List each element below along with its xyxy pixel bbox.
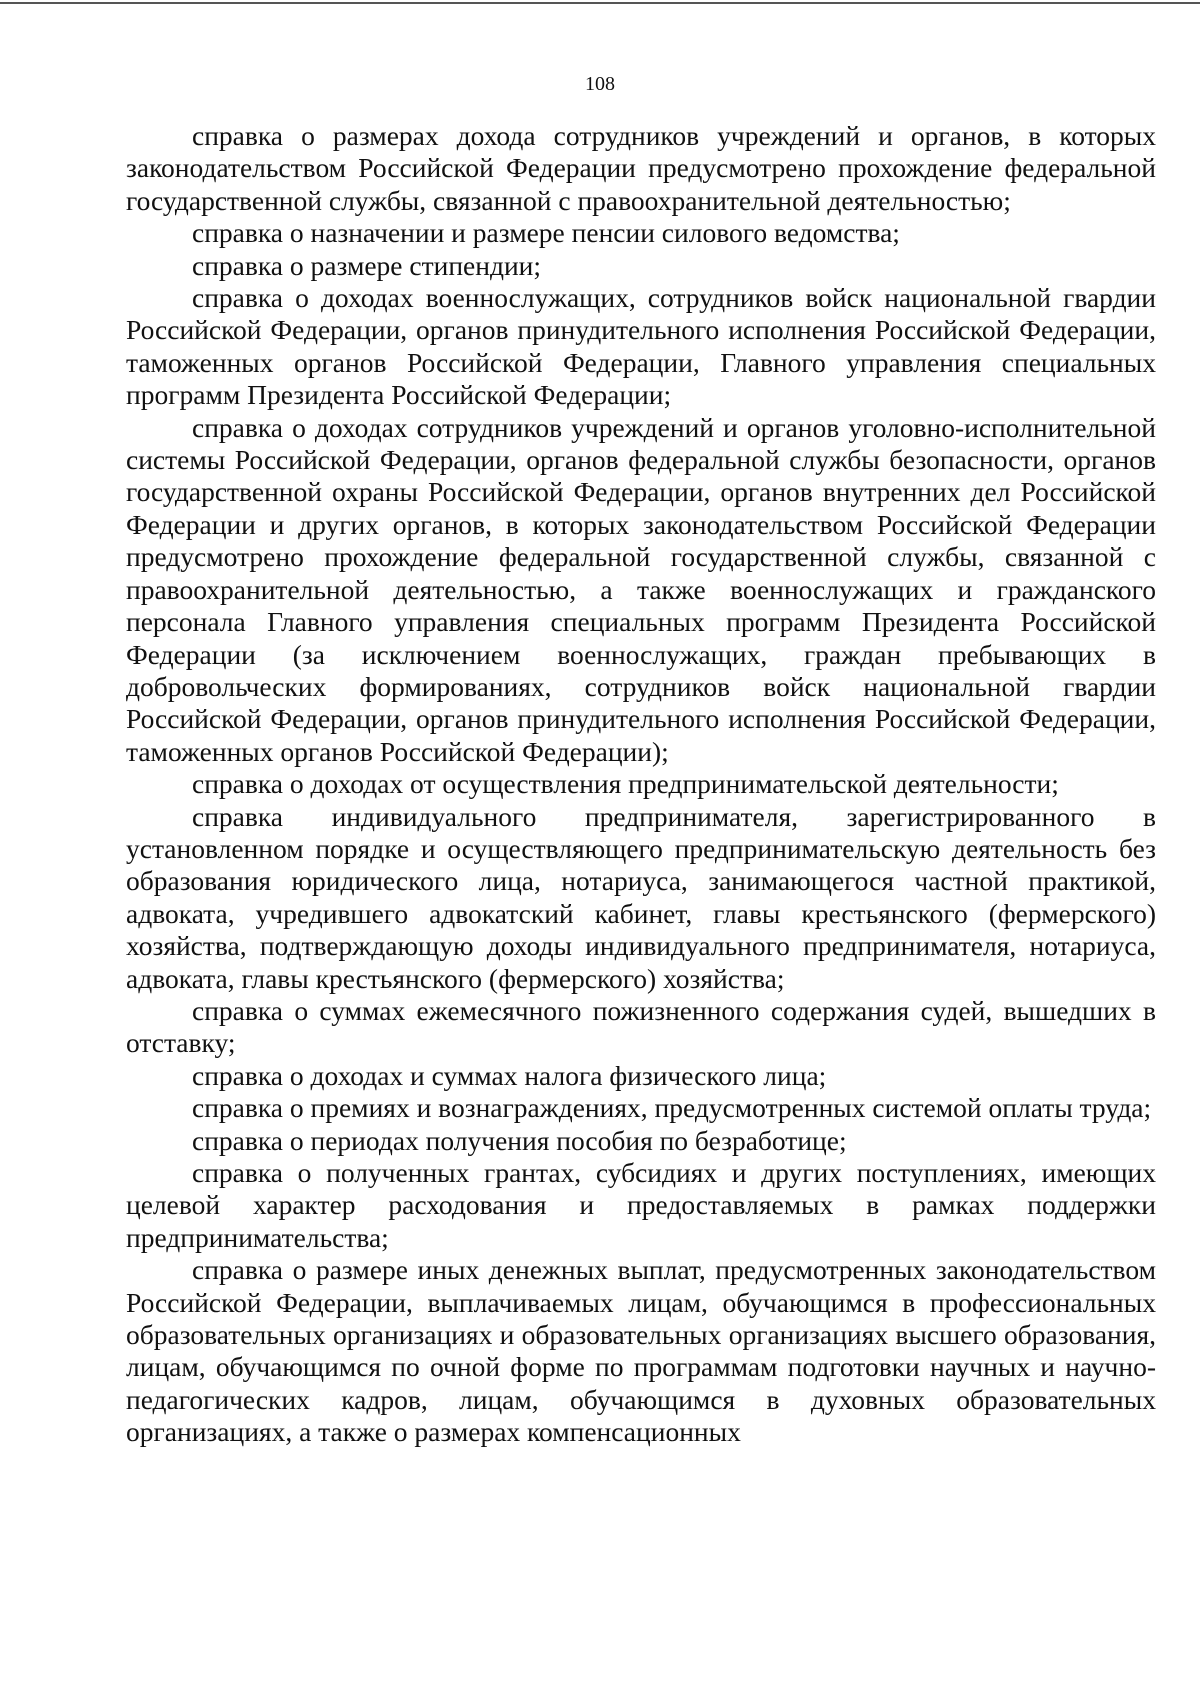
paragraph-pension: справка о назначении и размере пенсии силового ведомства; — [192, 217, 900, 249]
paragraph-stipend: справка о размере стипендии; — [192, 249, 542, 281]
paragraph-unemployment: справка о периодах получения пособия по безработице; — [192, 1124, 847, 1156]
paragraph-bonuses: справка о премиях и вознаграждениях, предусмотренных системой оплаты труда; — [192, 1092, 1152, 1124]
page-number: 108 — [585, 73, 615, 95]
paragraph-business-income: справка о доходах от осуществления предпринимательской деятельности; — [192, 768, 1059, 800]
top-border-line — [0, 2, 1200, 4]
paragraph-grants: справка о полученных грантах, субсидиях и других поступлениях, имеющих целевой характер расходования и предоставляемых в рамках поддержки предпринимательства; — [126, 1157, 1156, 1253]
paragraph-other-payments: справка о размере иных денежных выплат, предусмотренных законодательством Российской Федерации, выплачиваемых лицам, обучающимся в профессиональных образовательных организациях и образовательных организациях высшего образования, лицам, обучающимся по очной форме по программам подготовки научных и научно-педагогических кадров, лицам, обучающимся в духовных образовательных организациях, а также о размерах компенсационных — [126, 1254, 1156, 1448]
paragraph-entrepreneur-certificate: справка индивидуального предпринимателя, зарегистрированного в установленном порядке и осуществляющего предпринимательскую деятельность без образования юридического лица, нотариуса, занимающегося частной практикой, адвоката, учредившего адвокатский кабинет, главы крестьянского (фермерского) хозяйства, подтверждающую доходы индивидуального предпринимателя, нотариуса, адвоката, главы крестьянского (фермерского) хозяйства; — [126, 800, 1156, 994]
document-body — [126, 120, 1156, 1449]
paragraph-income-tax: справка о доходах и суммах налога физического лица; — [192, 1059, 827, 1091]
paragraph-military-income: справка о доходах военнослужащих, сотрудников войск национальной гвардии Российской Федерации, органов принудительного исполнения Российской Федерации, таможенных органов Российской Федерации, Главного управления специальных программ Президента Российской Федерации; — [126, 282, 1156, 411]
paragraph-penal-system-income: справка о доходах сотрудников учреждений и органов уголовно-исполнительной системы Российской Федерации, органов федеральной службы безопасности, органов государственной охраны Российской Федерации, органов внутренних дел Российской Федерации и других органов, в которых законодательством Российской Федерации предусмотрено прохождение федеральной государственной службы, связанной с правоохранительной деятельностью, а также военнослужащих и гражданского персонала Главного управления специальных программ Президента Российской Федерации (за исключением военнослужащих, граждан пребывающих в добровольческих формированиях, сотрудников войск национальной гвардии Российской Федерации, органов принудительного исполнения Российской Федерации, таможенных органов Российской Федерации); — [126, 411, 1156, 767]
paragraph-judges-allowance: справка о суммах ежемесячного пожизненного содержания судей, вышедших в отставку; — [126, 994, 1156, 1059]
paragraph-income-law-enforcement: справка о размерах дохода сотрудников учреждений и органов, в которых законодательством Российской Федерации предусмотрено прохождение федеральной государственной службы, связанной с правоохранительной деятельностью; — [126, 120, 1156, 216]
